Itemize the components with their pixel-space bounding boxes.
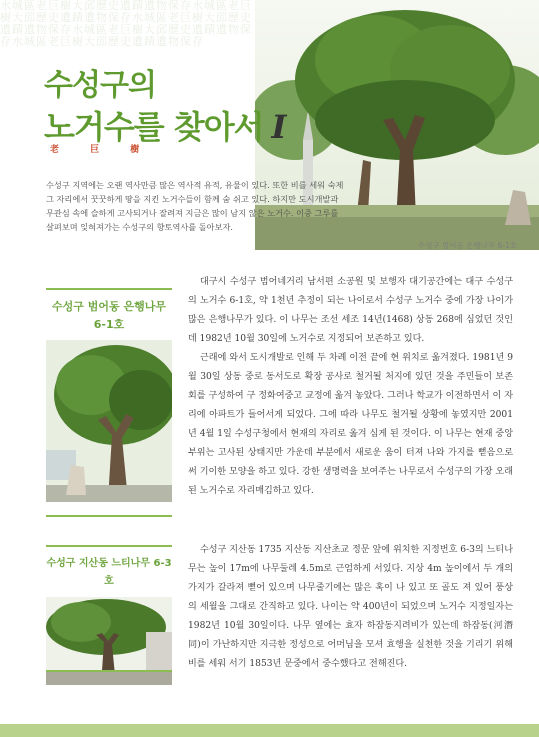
intro-paragraph (46, 178, 391, 234)
hero-section (0, 0, 539, 265)
intro-line: 그 자리에서 꿋꿋하게 땅을 지킨 노거수들이 함께 숨 쉬고 있다. 하지만 도시개발과 (46, 194, 339, 204)
title-line-1: 수성구의 (44, 68, 156, 103)
side-title-line: 6-1호 (93, 318, 125, 331)
intro-line: 무관심 속에 슬하게 고사되거나 잘려져 지금은 많이 남지 않은 노거수. 이중 그루를 (46, 208, 339, 218)
section1-paragraph: 대구시 수성구 범어네거리 남서편 소공원 및 보행자 대기공간에는 대구 수성구의 노거수 6-1호, 약 1천년 추정이 되는 나이로서 수성구 노거수 중에 가장 나이가 많은 은행나무가 있다. 이 나무는 조선 세조 14년(1468) 상동 268에 심었던 것인데 1982년 10월 30일에 노거수로 지정되어 보존하고 있다. (188, 277, 513, 344)
background-hanja-pattern: 水城區老巨樹大邱歷史遺蹟遺物保存水城區老巨樹大邱歷史遺蹟遺物保存水城區老巨樹大邱歷史遺蹟遺物保存水城區老巨樹大邱歷史遺蹟遺物保存水城區老巨樹大邱歷史遺蹟遺物保存 (0, 0, 252, 48)
side-title-line: 수성구 범어동 은행나무 (52, 300, 166, 313)
section2-bottom-rule (46, 670, 172, 672)
section2-side-title (46, 555, 172, 591)
intro-line: 수성구 지역에는 오랜 역사만큼 많은 역사적 유적, 유물이 있다. 또한 비를 세워 숙제 (46, 180, 344, 190)
section1-side-title (46, 298, 172, 334)
section1-sidebar (46, 288, 172, 502)
title-main: 노거수를 찾아서 (44, 108, 264, 146)
section2-sidebar (46, 545, 172, 685)
footer-bar (0, 724, 539, 737)
section1-paragraph: 근래에 와서 도시개발로 인해 두 차례 이전 끝에 현 위치로 옮겨졌다. 1981년 9월 30일 상동 중로 동서도로 확장 공사로 철거될 처지에 있던 것을 주민들이 보존회를 구성하여 구 정화여중고 교정에 옮겨 놓았다. 그러나 학교가 이전하면서 이 자리에 아파트가 들어서게 되었다. 그에 따라 나무도 철거될 상황에 놓였지만 2001년 4월 1일 수성구청에서 현재의 자리로 옮겨 심게 된 것이다. 이 나무는 현재 중앙부위는 고사된 상태지만 가운데 부분에서 새로운 움이 터져 나와 가지를 뻗음으로써 기이한 모양을 하고 있다. 강한 생명력을 보여주는 나무로서 수성구의 가장 오래된 노거수로 자리매김하고 있다. (188, 353, 513, 496)
side-title-line: 수성구 지산동 느티나무 6-3호 (46, 558, 172, 587)
section2-body (188, 541, 513, 674)
ginkgo-tree-side-photo (46, 340, 172, 502)
photo-caption: 수성구 범어동 은행나무 6-1호 (417, 241, 517, 250)
section1-bottom-rule (46, 515, 172, 517)
title-numeral: I (271, 108, 286, 146)
section2-paragraph: 수성구 지산동 1735 지산동 지산초교 정문 앞에 위치한 지정번호 6-3의 느티나무는 높이 17m에 나무둘레 4.5m로 근엄하게 서있다. 지상 4m 높이에서 두 개의 가지가 갈라져 뻗어 있으며 나무줄기에는 많은 혹이 나 있고 또 골도 져 있어 풍상의 세월을 그대로 간직하고 있다. 나이는 약 400년이 되었으며 노거수 지정일자는 1982년 10월 30일이다. 나무 옆에는 효자 하잠동지려비가 있는데 하잠동(河潛同)이 가난하지만 지극한 정성으로 어머님을 모셔 효행을 실천한 것을 기리기 위해 비를 세워 서기 1853년 문중에서 중수했다고 전해진다. (188, 545, 513, 669)
section1-body (188, 273, 513, 501)
intro-line: 살펴보며 잊혀져가는 수성구의 향토역사를 돌아보자. (46, 222, 234, 232)
hanja-subtitle: 老 巨 樹 (50, 145, 154, 155)
